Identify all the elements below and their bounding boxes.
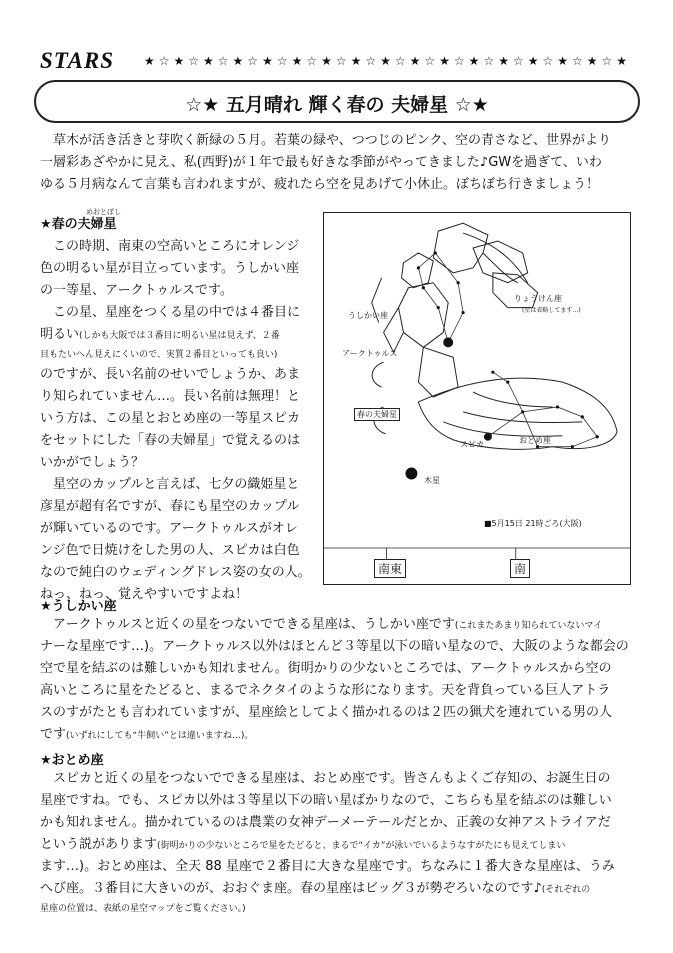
body-line: 高いところに星をたどると、まるでネクタイのような形になります。天を背負っている巨人アトラ [40,683,611,698]
inline-note: (街明かりの少ないところで星をたどると、まるで“イカ”が泳いでいるようなすがたにも見えてしまい [157,841,566,851]
page-title: ☆★ 五月晴れ 輝く春の 夫婦星 ☆★ [185,94,489,116]
label-ryouken: りょうけん座 [514,294,562,303]
body-line: が輝いているのです。アークトゥルスがオレ [40,521,298,536]
title-banner [34,80,640,123]
body-line: ます…)。おとめ座は、全天 88 星座で２番目に大きな星座です。ちなみに１番大きな星座は、うみ [40,859,615,874]
body-line: の一等星、アークトゥルスです。 [40,283,233,298]
intro-line: ゆる５月病なんて言葉も言われますが、疲れたら空を見あげて小休止。ぼちぼち行きましょう！ [40,177,600,192]
body-line: 空で星を結ぶのは難しいかも知れません。街明かりの少ないところでは、アークトゥルスから空の [40,661,612,676]
intro-line: 一層彩あざやかに見え、私(西野)が１年で最も好きな季節がやってきました♪GWを過ぎて、いわ [40,155,602,170]
body-line: いう方は、この星とおとめ座の一等星スピカ [40,411,301,426]
body-line: なので純白のウェディングドレス姿の女の人。 [40,565,311,580]
body-line: ンジ色で日焼けをした男の人、スピカは白色 [40,543,300,558]
body-line: をセットにした「春の夫婦星」で覚えるのは [40,433,301,448]
body-line: スのすがたとも言われていますが、星座絵としてよく描かれるのは２匹の猟犬を連れている男の人 [40,705,613,720]
body-line [40,834,565,857]
direction-south: 南 [510,559,530,578]
section-heading-fuufu: ★春の夫婦星 [40,217,117,232]
inline-note-line: 星座の位置は、表紙の星空マップをご覧ください。) [40,904,246,914]
body-line: 星座ですね。でも、スピカ以外は３等星以下の暗い星ばかりなので、こちらも星を結ぶのは難しい [40,793,612,808]
direction-southeast: 南東 [374,559,406,578]
stars-logo: STARS [40,48,115,73]
inline-note: (しかも大阪では３番目に明るい星は見えず、２番 [79,331,280,341]
body-text: アークトゥルスと近くの星をつないでできる星座は、うしかい座です [40,617,455,632]
body-line: り知られていません…。長い名前は無理！と [40,389,301,404]
body-line: 星空のカップルと言えば、七夕の織姫星と [40,477,300,492]
body-line: この星、星座をつくる星の中では４番目に [40,305,301,320]
body-line: 色の明るい星が目立っています。うしかい座 [40,261,299,276]
body-line: 彦星が超有名ですが、春にも星空のカップル [40,499,300,514]
body-line: かも知れません。描かれているのは農業の女神デーメーテールだとか、正義の女神アストライアだ [40,815,611,830]
inline-note-line: 目もたいへん見えにくいので、実質２番目といっても良い) [40,350,278,360]
body-text: へび座。３番目に大きいのが、おおぐま座。春の星座はビッグ３が勢ぞろいなのです♪ [40,881,542,896]
intro-line: 草木が活き活きと芽吹く新緑の５月。若葉の緑や、つつじのピンク、空の青さなど、世界がより [40,133,611,148]
body-line: この時期、南東の空高いところにオレンジ [40,239,300,254]
inline-note: (いずれにしても“牛飼い”とは違いますね…)。 [66,731,254,741]
jupiter-planet [405,468,417,480]
decorative-star-row: ★☆★☆★☆★☆★☆★☆★☆★☆★☆★☆★☆★☆★☆★☆★☆★☆★ [144,54,632,68]
label-ryouken-note: (星は省略してます…) [522,307,581,314]
body-line: のですが、長い名前のせいでしょうか、あま [40,367,301,382]
body-text: 明るい [40,327,80,342]
body-line: ナーな星座です…)。アークトゥルス以外はほとんど３等星以下の暗い星なので、大阪のような都会の [40,639,629,654]
label-otome: おとめ座 [519,436,551,445]
inline-note: (これまたあまり知られていないマイ [454,621,603,631]
body-line [40,614,602,637]
label-arcturus: アークトゥルス [342,349,398,358]
body-text: という説があります [40,837,158,852]
body-line: スピカと近くの星をつないでできる星座は、おとめ座です。皆さんもよくご存知の、お誕生日の [40,771,611,786]
body-line [40,724,253,747]
constellation-illustration [324,213,630,584]
label-fuufu-box: 春の夫婦星 [354,408,400,421]
section-heading-otome: ★おとめ座 [40,753,104,768]
furigana-meoto: めおとぼし [86,208,121,216]
label-jupiter: 木星 [424,476,440,485]
figure-caption: ■5月15日 21時ごろ(大阪) [484,519,582,528]
spica-star [484,433,492,441]
body-line: いかがでしょう？ [40,455,145,470]
section-heading-ushikai: ★うしかい座 [40,599,117,614]
body-line: ねっ、ねっ、覚えやすいですよね！ [40,587,249,602]
arcturus-star [443,337,453,347]
label-spica: スピカ [460,440,484,449]
label-ushikai: うしかい座 [348,311,388,320]
body-text: です [40,727,67,742]
constellation-figure [323,212,631,585]
newsletter-header [40,48,640,76]
inline-note: (それぞれの [541,885,591,895]
